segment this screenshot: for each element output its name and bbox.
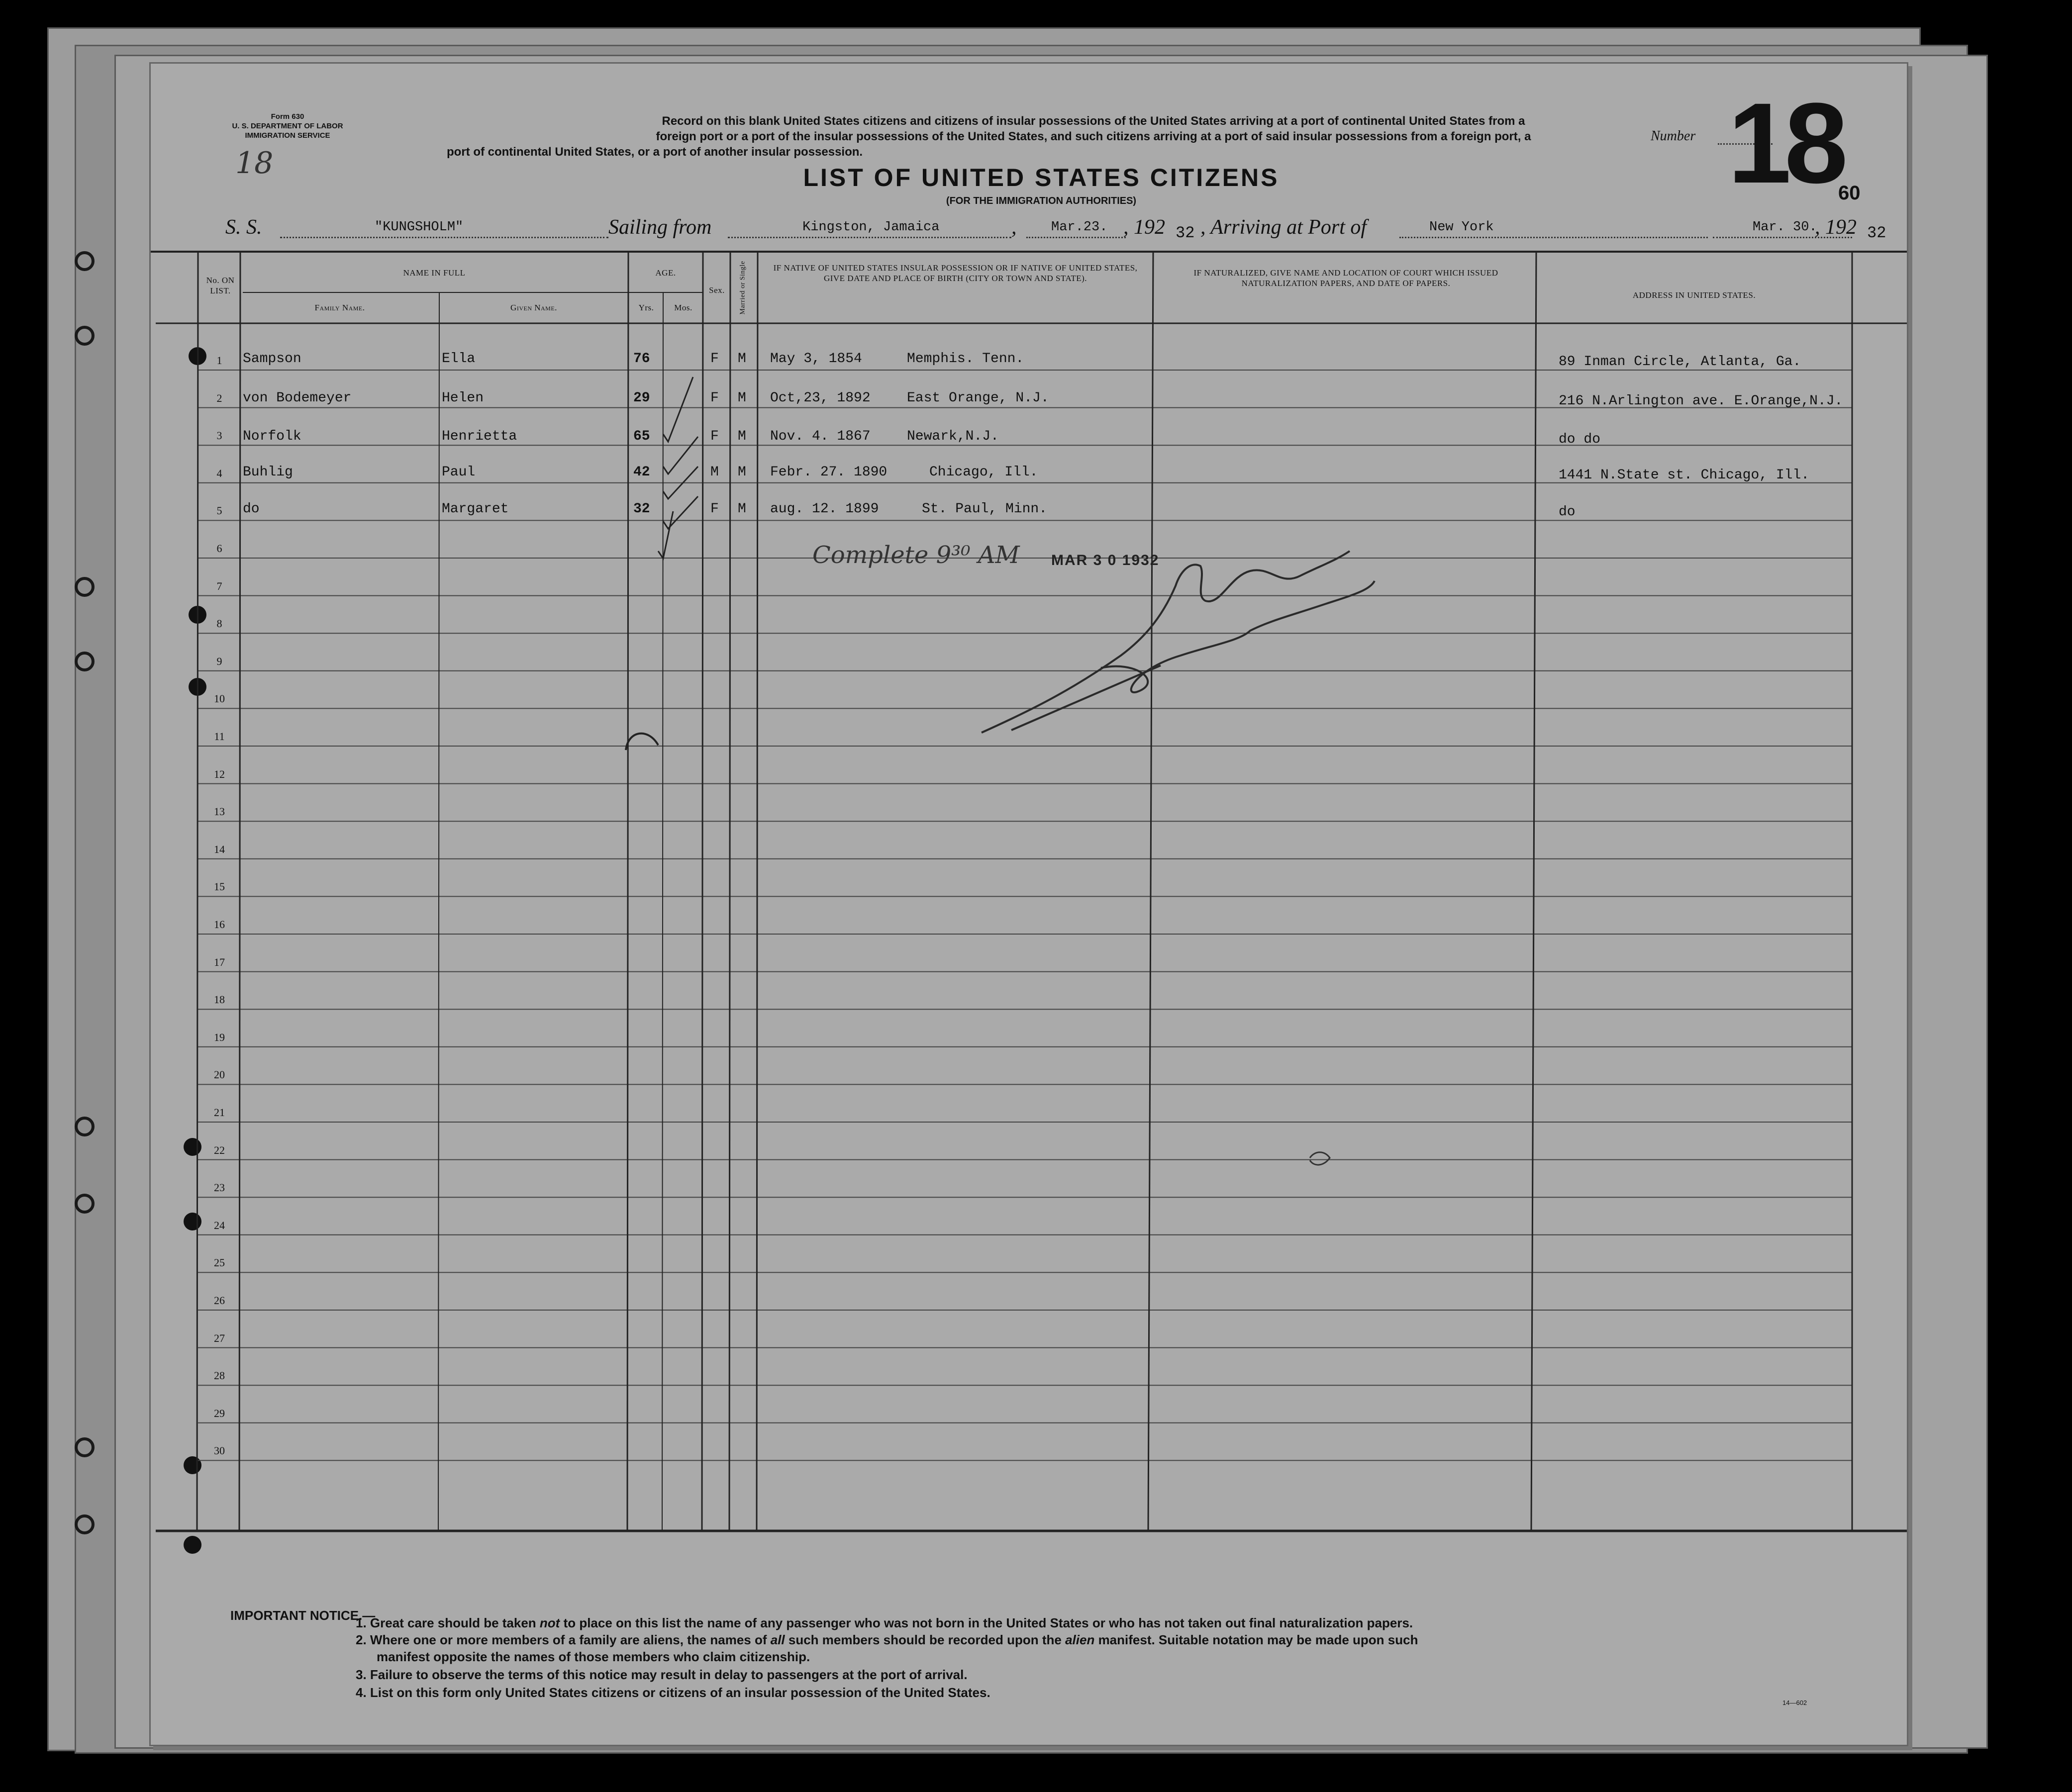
list-number: 18 <box>1728 79 1841 207</box>
row-number: 29 <box>214 1407 225 1419</box>
sex-cell: F <box>710 351 719 367</box>
row-number: 18 <box>214 993 225 1006</box>
birth-date-cell: aug. 12. 1899 <box>770 501 879 517</box>
notice-emphasis: all <box>770 1632 785 1647</box>
family-name-cell: von Bodemeyer <box>243 390 352 406</box>
age-years-cell: 76 <box>633 351 650 367</box>
manifest-page <box>149 62 1908 1746</box>
given-name-cell: Paul <box>442 464 476 480</box>
birth-date-cell: May 3, 1854 <box>770 351 862 367</box>
age-years-cell: 65 <box>633 429 650 445</box>
notice-text: manifest. Suitable notation may be made upon such <box>1094 1632 1418 1647</box>
notice-item-3: 3. Failure to observe the terms of this notice may result in delay to passengers at the port of arrival. <box>356 1667 968 1682</box>
marital-status-cell: M <box>738 390 746 406</box>
row-number: 6 <box>216 542 222 555</box>
marital-status-cell: M <box>738 464 746 480</box>
address-cell: 216 N.Arlington ave. E.Orange,N.J. <box>1559 393 1843 409</box>
family-name-cell: Buhlig <box>243 464 293 480</box>
birth-date-cell: Febr. 27. 1890 <box>770 464 888 480</box>
header-given-name: Given Name. <box>510 303 557 312</box>
birth-date-cell: Oct,23, 1892 <box>770 390 871 406</box>
given-name-cell: Ella <box>442 351 476 367</box>
header-mos: Mos. <box>674 303 692 312</box>
header-name-in-full: NAME IN FULL <box>403 268 466 278</box>
row-number: 15 <box>214 880 225 893</box>
header-naturalized: IF NATURALIZED, GIVE NAME AND LOCATION OF COURT WHICH ISSUED NATURALIZATION PAPERS, AND DATE OF PAPERS. <box>1193 268 1498 288</box>
notice-heading: IMPORTANT NOTICE.— <box>230 1608 376 1623</box>
notice-text: to place on this list the name of any passenger who was not born in the United States or who has not taken out final naturalization papers. <box>560 1615 1413 1630</box>
notice-text: 1. Great care should be taken <box>356 1615 540 1630</box>
address-cell: do do <box>1559 432 1601 448</box>
notice-text: 2. Where one or more members of a family are aliens, the names of <box>356 1632 771 1647</box>
row-number: 11 <box>214 730 225 743</box>
date-stamp: MAR 3 0 1932 <box>1051 552 1160 568</box>
sex-cell: M <box>710 464 719 480</box>
row-number: 13 <box>214 805 225 818</box>
notice-text: such members should be recorded upon the <box>785 1632 1066 1647</box>
sex-cell: F <box>710 390 719 406</box>
row-number: 9 <box>216 655 222 667</box>
small-pen-mark <box>1305 1148 1340 1173</box>
family-name-cell: Norfolk <box>243 429 301 445</box>
binder-hole <box>75 577 95 597</box>
number-label: Number <box>1651 128 1696 144</box>
binder-hole <box>75 1437 95 1457</box>
header-married-single: Married or Single <box>739 261 747 315</box>
handwritten-number: 18 <box>235 146 274 181</box>
notice-item-4: 4. List on this form only United States citizens or citizens of an insular possession of the United States. <box>356 1685 990 1700</box>
header-no-on-list: No. ON LIST. <box>206 276 235 295</box>
row-number: 24 <box>214 1219 225 1231</box>
notice-item-2 <box>356 1631 1418 1648</box>
notice-item-2-cont: manifest opposite the names of those members who claim citizenship. <box>377 1649 810 1664</box>
birth-place-cell: Memphis. Tenn. <box>907 351 1024 367</box>
inspector-signature <box>972 531 1419 740</box>
checkmark-1 <box>663 377 693 442</box>
row-number: 3 <box>216 429 222 442</box>
header-family-name: Family Name. <box>314 303 365 312</box>
address-cell: 89 Inman Circle, Atlanta, Ga. <box>1559 354 1801 370</box>
arrival-date: Mar. 30. <box>1753 220 1817 235</box>
birth-place-cell: East Orange, N.J. <box>907 390 1049 406</box>
row-number: 30 <box>214 1444 225 1457</box>
checkmark-3 <box>663 467 698 499</box>
row-number: 16 <box>214 918 225 931</box>
address-cell: 1441 N.State st. Chicago, Ill. <box>1559 467 1810 483</box>
birth-place-cell: Newark,N.J. <box>907 429 999 445</box>
page-title: LIST OF UNITED STATES CITIZENS <box>803 164 1280 191</box>
binder-hole <box>75 1194 95 1214</box>
row-number: 28 <box>214 1369 225 1382</box>
family-name-cell: Sampson <box>243 351 301 367</box>
completion-note: Complete 9³⁰ AM <box>812 541 1020 569</box>
ss-label: S. S. <box>225 216 262 239</box>
department-name: U. S. DEPARTMENT OF LABOR <box>232 122 343 130</box>
row-number: 8 <box>216 617 222 630</box>
age-years-cell: 32 <box>633 501 650 517</box>
checkmark-4 <box>663 496 698 529</box>
row-number: 22 <box>214 1143 225 1156</box>
arrival-year-prefix: , 192 <box>1815 216 1857 239</box>
year-suffix: 32 <box>1176 224 1195 242</box>
instructions-line: Record on this blank United States citizens and citizens of insular possessions of the United States arriving at a port of continental United States from a <box>662 114 1525 128</box>
row-number: 23 <box>214 1181 225 1194</box>
row-number: 27 <box>214 1331 225 1344</box>
year-prefix: , 192 <box>1123 216 1165 239</box>
header-birth-place: IF NATIVE OF UNITED STATES INSULAR POSSESSION OR IF NATIVE OF UNITED STATES, GIVE DATE AND PLACE OF BIRTH (CITY OR TOWN AND STATE). <box>773 263 1138 283</box>
given-name-cell: Margaret <box>442 501 509 517</box>
row-number: 17 <box>214 955 225 968</box>
given-name-cell: Helen <box>442 390 484 406</box>
sex-cell: F <box>710 501 719 517</box>
notice-item-1 <box>356 1614 1413 1631</box>
header-yrs: Yrs. <box>638 303 654 312</box>
header-sex: Sex. <box>709 285 725 295</box>
manifest-grid <box>151 64 1907 1745</box>
marital-status-cell: M <box>738 351 746 367</box>
instructions-line: port of continental United States, or a port of another insular possession. <box>447 145 863 159</box>
row-number: 12 <box>214 767 225 780</box>
age-years-cell: 29 <box>633 390 650 406</box>
arrival-year-suffix: 32 <box>1867 224 1886 242</box>
row-number: 4 <box>216 467 222 479</box>
row-number: 25 <box>214 1256 225 1269</box>
row-number: 19 <box>214 1031 225 1043</box>
page-subtitle: (FOR THE IMMIGRATION AUTHORITIES) <box>946 195 1137 206</box>
birth-date-cell: Nov. 4. 1867 <box>770 429 871 445</box>
checkmark-5 <box>658 511 673 559</box>
sex-cell: F <box>710 429 719 445</box>
arriving-label: , Arriving at Port of <box>1200 216 1367 239</box>
binder-hole <box>75 1117 95 1136</box>
row-number: 14 <box>214 843 225 855</box>
row-number: 21 <box>214 1106 225 1119</box>
row-number: 5 <box>216 504 222 517</box>
address-cell: do <box>1559 504 1576 520</box>
sheet-number: 60 <box>1838 182 1861 204</box>
row-number: 26 <box>214 1294 225 1307</box>
marital-status-cell: M <box>738 429 746 445</box>
verification-checkmarks <box>648 312 748 561</box>
binder-hole <box>75 1514 95 1534</box>
printer-code: 14—602 <box>1782 1699 1807 1706</box>
form-number: Form 630 <box>271 112 304 121</box>
binder-hole <box>75 326 95 346</box>
ship-name: "KUNGSHOLM" <box>375 220 464 235</box>
binder-hole <box>75 652 95 671</box>
header-address: ADDRESS IN UNITED STATES. <box>1632 290 1756 300</box>
given-name-cell: Henrietta <box>442 429 517 445</box>
family-name-cell: do <box>243 501 260 517</box>
birth-place-cell: St. Paul, Minn. <box>922 501 1048 517</box>
birth-place-cell: Chicago, Ill. <box>929 464 1038 480</box>
header-age: AGE. <box>655 268 676 278</box>
row-number: 7 <box>216 579 222 592</box>
service-name: IMMIGRATION SERVICE <box>245 131 330 140</box>
notice-emphasis: not <box>539 1615 560 1630</box>
binder-hole <box>75 251 95 271</box>
row-number: 2 <box>216 391 222 404</box>
notice-emphasis: alien <box>1065 1632 1095 1647</box>
row-number: 20 <box>214 1068 225 1081</box>
comma: , <box>1011 216 1017 239</box>
arrival-port: New York <box>1429 220 1494 235</box>
instructions-line: foreign port or a port of the insular possessions of the United States, and such citizens arriving at a port of said insular possessions from a foreign port, a <box>656 130 1531 143</box>
age-years-cell: 42 <box>633 464 650 480</box>
departure-date: Mar.23. <box>1051 220 1108 235</box>
bracket-mark <box>623 725 663 755</box>
sailing-from-port: Kingston, Jamaica <box>802 220 940 235</box>
row-number: 10 <box>214 692 225 705</box>
sailing-from-label: Sailing from <box>608 216 712 239</box>
row-number: 1 <box>216 354 222 367</box>
marital-status-cell: M <box>738 501 746 517</box>
